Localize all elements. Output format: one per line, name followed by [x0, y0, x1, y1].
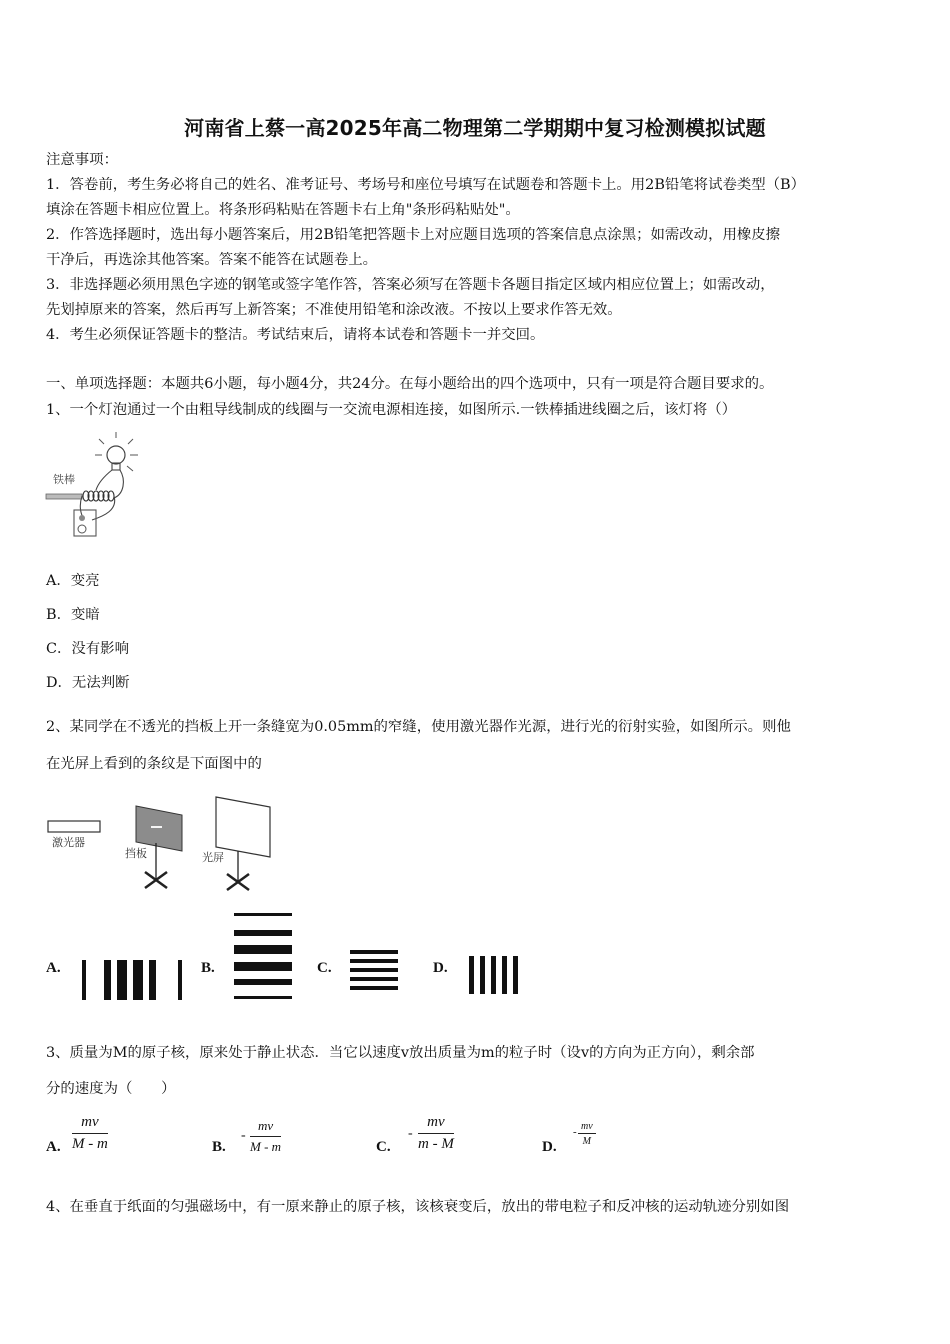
q2-pattern-a[interactable]	[78, 957, 186, 1003]
coil	[83, 491, 114, 501]
notice-line: 填涂在答题卡相应位置上。将条形码粘贴在答题卡右上角"条形码粘贴处"。	[46, 202, 520, 218]
q3-option-d[interactable]: D.	[542, 1139, 557, 1155]
fraction-numerator: mv	[578, 1121, 596, 1134]
question-4-stem: 4、在垂直于纸面的匀强磁场中，有一原来静止的原子核，该核衰变后，放出的带电粒子和反冲核的运动轨迹分别如图	[46, 1199, 790, 1215]
notice-line: 干净后，再选涂其他答案。答案不能答在试题卷上。	[46, 252, 377, 268]
iron-rod	[46, 494, 82, 499]
fraction-denominator: M	[582, 1136, 591, 1147]
fraction-numerator: mv	[250, 1118, 281, 1137]
q2-pattern-d[interactable]	[466, 953, 522, 997]
plate-label: 挡板	[125, 847, 147, 860]
q3-fraction-d	[578, 1121, 596, 1147]
q3-fraction-a	[72, 1114, 108, 1153]
laser	[48, 821, 100, 832]
question-2-stem-2: 在光屏上看到的条纹是下面图中的	[46, 756, 262, 772]
notice-line: 1．答卷前，考生务必将自己的姓名、准考证号、考场号和座位号填写在试题卷和答题卡上。用2B铅笔将试卷类型（B）	[46, 177, 805, 193]
section-heading: 一、单项选择题：本题共6小题，每小题4分，共24分。在每小题给出的四个选项中，只有一项是符合题目要求的。	[46, 376, 774, 392]
q1-option-d[interactable]: D．无法判断	[46, 675, 130, 691]
q3-fraction-c	[418, 1114, 454, 1153]
notice-line: 3．非选择题必须用黑色字迹的钢笔或签字笔作答，答案必须写在答题卡各题目指定区域内相应位置上；如需改动，	[46, 277, 775, 293]
q3-fraction-b	[250, 1118, 281, 1155]
q1-option-b[interactable]: B．变暗	[46, 607, 100, 623]
q2-option-a[interactable]: A.	[46, 960, 61, 976]
screen-label: 光屏	[202, 851, 224, 864]
q3-sign-d: -	[573, 1126, 577, 1138]
fraction-denominator: M - m	[72, 1136, 108, 1152]
notice-line: 4．考生必须保证答题卡的整洁。考试结束后，请将本试卷和答题卡一并交回。	[46, 327, 545, 343]
q3-sign-c: -	[408, 1126, 413, 1141]
q1-option-a[interactable]: A．变亮	[46, 573, 100, 589]
q2-option-c[interactable]: C.	[317, 960, 332, 976]
question-1-stem: 1、一个灯泡通过一个由粗导线制成的线圈与一交流电源相连接，如图所示.一铁棒插进线圈之后，该灯将（）	[46, 402, 737, 418]
fraction-denominator: M - m	[250, 1139, 282, 1154]
bulb-icon	[95, 432, 138, 471]
laser-label: 激光器	[52, 836, 85, 849]
question-3-stem-1: 3、质量为M的原子核，原来处于静止状态．当它以速度v放出质量为m的粒子时（设v的方向为正方向），剩余部	[46, 1045, 755, 1061]
notice-line: 2．作答选择题时，选出每小题答案后，用2B铅笔把答题卡上对应题目选项的答案信息点涂黑；如需改动，用橡皮擦	[46, 227, 781, 243]
q3-option-c[interactable]: C.	[376, 1139, 391, 1155]
q1-option-c[interactable]: C．没有影响	[46, 641, 129, 657]
fraction-numerator: mv	[418, 1114, 454, 1134]
question-2-stem-1: 2、某同学在不透光的挡板上开一条缝宽为0.05mm的窄缝，使用激光器作光源，进行光的衍射实验，如图所示。则他	[46, 719, 791, 735]
q3-option-b[interactable]: B.	[212, 1139, 226, 1155]
notice-line: 先划掉原来的答案，然后再写上新答案；不准使用铅笔和涂改液。不按以上要求作答无效。	[46, 302, 622, 318]
notice-heading: 注意事项：	[46, 152, 118, 168]
q3-option-a[interactable]: A.	[46, 1139, 61, 1155]
fraction-denominator: m - M	[418, 1136, 454, 1152]
screen	[216, 797, 270, 857]
page-title: 河南省上蔡一高2025年高二物理第二学期期中复习检测模拟试题	[184, 116, 766, 140]
q3-sign-b: -	[241, 1128, 246, 1143]
q2-pattern-c[interactable]	[348, 947, 402, 993]
q2-pattern-b[interactable]	[231, 910, 297, 1002]
question-3-stem-2: 分的速度为（ ）	[46, 1081, 176, 1097]
q2-option-b[interactable]: B.	[201, 960, 215, 976]
q2-option-d[interactable]: D.	[433, 960, 448, 976]
q1-fig-label: 铁棒	[53, 473, 75, 486]
fraction-numerator: mv	[72, 1114, 108, 1134]
